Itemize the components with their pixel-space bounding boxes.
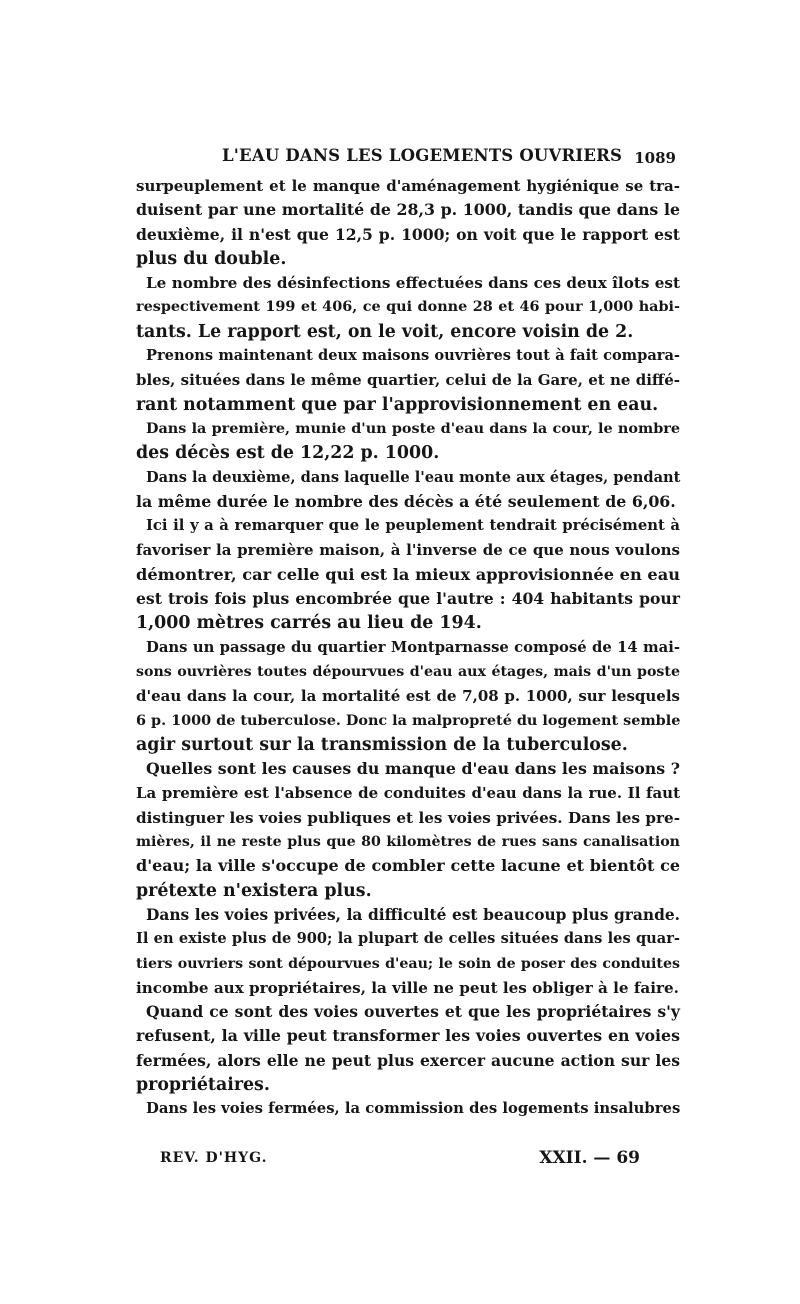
text-line: Il en existe plus de 900; la plupart de celles situées dans les quar- — [136, 930, 680, 948]
text-line: plus du double. — [136, 248, 287, 269]
text-line: d'eau; la ville s'occupe de combler cette lacune et bientôt ce — [136, 856, 680, 876]
page-footer — [160, 1148, 640, 1176]
text-line: Dans la deuxième, dans laquelle l'eau monte aux étages, pendant — [146, 468, 681, 486]
text-line: Ici il y a à remarquer que le peuplement tendrait précisément à — [146, 517, 680, 535]
text-line: prétexte n'existera plus. — [136, 880, 372, 901]
running-head — [136, 146, 680, 170]
text-line: rant notamment que par l'approvisionnement en eau. — [136, 394, 659, 415]
text-line: Prenons maintenant deux maisons ouvrières tout à fait compara- — [146, 347, 680, 365]
text-line: surpeuplement et le manque d'aménagement hygiénique se tra- — [136, 177, 680, 195]
text-line: 6 p. 1000 de tuberculose. Donc la malpropreté du logement semble — [136, 711, 681, 729]
text-line: La première est l'absence de conduites d'eau dans la rue. Il faut — [136, 784, 680, 803]
text-line: est trois fois plus encombrée que l'autre : 404 habitants pour — [136, 589, 680, 609]
text-line: sons ouvrières toutes dépourvues d'eau aux étages, mais d'un poste — [136, 663, 680, 680]
text-line: démontrer, car celle qui est la mieux approvisionnée en eau — [136, 564, 680, 584]
text-line: tants. Le rapport est, on le voit, encore voisin de 2. — [136, 321, 634, 342]
text-line: des décès est de 12,22 p. 1000. — [136, 443, 440, 464]
text-line: respectivement 199 et 406, ce qui donne 28 et 46 pour 1,000 habi- — [136, 298, 680, 316]
text-line: la même durée le nombre des décès a été seulement de 6,06. — [136, 491, 676, 511]
text-line: fermées, alors elle ne peut plus exercer aucune action sur les — [136, 1050, 680, 1070]
text-line: agir surtout sur la transmission de la tuberculose. — [136, 734, 628, 755]
journal-abbreviation: REV. D'HYG. — [160, 1150, 268, 1166]
sheet-signature: XXII. — 69 — [539, 1148, 640, 1168]
text-line: Dans un passage du quartier Montparnasse composé de 14 mai- — [146, 638, 680, 656]
text-line: mières, il ne reste plus que 80 kilomètres de rues sans canalisation — [136, 834, 680, 851]
text-line: favoriser la première maison, à l'inverse de ce que nous voulons — [136, 541, 680, 560]
text-line: distinguer les voies publiques et les voies privées. Dans les pre- — [136, 808, 680, 827]
text-line: duisent par une mortalité de 28,3 p. 1000, tandis que dans le — [136, 200, 680, 220]
body-text — [136, 174, 680, 1122]
text-line: Dans les voies privées, la difficulté est beaucoup plus grande. — [146, 905, 680, 924]
text-line: tiers ouvriers sont dépourvues d'eau; le soin de poser des conduites — [136, 955, 680, 972]
page-number: 1089 — [634, 149, 676, 167]
running-title: L'EAU DANS LES LOGEMENTS OUVRIERS — [222, 146, 623, 165]
text-line: incombe aux propriétaires, la ville ne peut les obliger à le faire. — [136, 978, 679, 997]
text-line: Le nombre des désinfections effectuées dans ces deux îlots est — [146, 274, 680, 293]
text-line: refusent, la ville peut transformer les voies ouvertes en voies — [136, 1026, 680, 1046]
text-line: deuxième, il n'est que 12,5 p. 1000; on voit que le rapport est — [136, 224, 680, 244]
text-line: Quelles sont les causes du manque d'eau dans les maisons ? — [146, 759, 680, 779]
text-line: Dans la première, munie d'un poste d'eau dans la cour, le nombre — [146, 419, 680, 437]
text-line: 1,000 mètres carrés au lieu de 194. — [136, 613, 482, 634]
text-line: propriétaires. — [136, 1074, 270, 1095]
text-line: Quand ce sont des voies ouvertes et que les propriétaires s'y — [146, 1002, 680, 1022]
text-line: Dans les voies fermées, la commission des logements insalubres — [146, 1100, 681, 1118]
text-line: d'eau dans la cour, la mortalité est de 7,08 p. 1000, sur lesquels — [136, 687, 680, 706]
text-line: bles, situées dans le même quartier, celui de la Gare, et ne diffé- — [136, 371, 680, 390]
